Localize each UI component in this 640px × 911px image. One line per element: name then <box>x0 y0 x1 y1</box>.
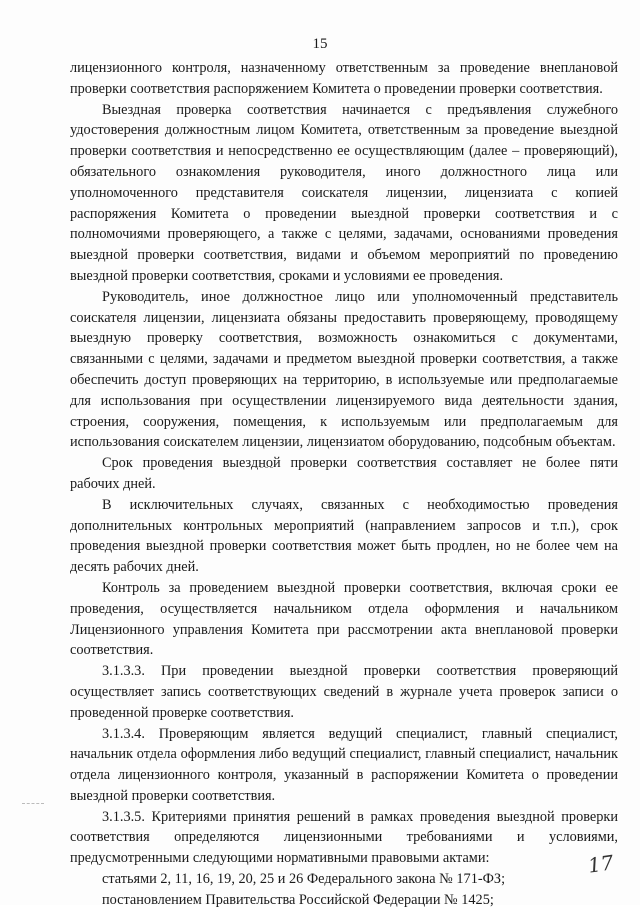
scan-artifact <box>255 467 273 469</box>
paragraph-extension: В исключительных случаях, связанных с необходимостью проведения дополнительных контрольных мероприятий (направлением запросов и т.п.), срок проведения выездной проверки соответствия может быть продлен, но не более чем на десять рабочих дней. <box>70 496 618 576</box>
scan-artifact <box>22 803 44 805</box>
handwritten-page-mark: 17 <box>586 850 615 878</box>
list-item-government-decree: постановлением Правительства Российской Федерации № 1425; <box>102 891 494 908</box>
paragraph-control: Контроль за проведением выездной проверки соответствия, включая сроки ее проведения, осуществляется начальником отдела оформления и начальником Лицензионного управления Комитета при рассмотрении акта внеплановой проверки соответствия. <box>70 579 618 659</box>
document-body <box>70 58 618 911</box>
paragraph-inspection-duration: Срок проведения выездной проверки соответствия составляет не более пяти рабочих дней. <box>70 455 618 492</box>
paragraph-access-obligation: Руководитель, иное должностное лицо или уполномоченный представитель соискателя лицензии, лицензиата обязаны предоставить проверяющему, проводящему выездную проверку соответствия, возможность ознакомиться с документами, связанными с целями, задачами и предметом выездной проверки соответствия, а также обеспечить доступ проверяющих на территорию, в используемые или предполагаемые для использования при осуществлении лицензируемого вида деятельности здания, строения, сооружения, помещения, к используемым или предполагаемым для использования соискателем лицензии, лицензиатом оборудованию, подсобным объектам. <box>70 288 618 451</box>
page-number: 15 <box>312 36 328 52</box>
paragraph-continuation: лицензионного контроля, назначенному ответственным за проведение внеплановой проверки соответствия распоряжением Комитета о проведении проверки соответствия. <box>70 60 618 97</box>
paragraph-3-1-3-3: 3.1.3.3. При проведении выездной проверки соответствия проверяющий осуществляет запись соответствующих сведений в журнале учета проверок записи о проведенной проверке соответствия. <box>70 663 618 721</box>
paragraph-3-1-3-4: 3.1.3.4. Проверяющим является ведущий специалист, главный специалист, начальник отдела оформления либо ведущий специалист, главный специалист, начальник отдела лицензионного контроля, указанный в распоряжении Комитета о проведении выездной проверки соответствия. <box>70 725 618 804</box>
paragraph-3-1-3-5: 3.1.3.5. Критериями принятия решений в рамках проведения выездной проверки соответствия определяются лицензионными требованиями и условиями, предусмотренными следующими нормативными правовыми актами: <box>70 808 618 867</box>
list-item-law-articles: статьями 2, 11, 16, 19, 20, 25 и 26 Федерального закона № 171-ФЗ; <box>102 871 506 888</box>
paragraph-onsite-inspection-start: Выездная проверка соответствия начинается с предъявления служебного удостоверения должностным лицом Комитета, ответственным за проведение выездной проверки соответствия и непосредственно ее осуществляющим (далее – проверяющий), обязательного ознакомления руководителя, иного должностного лица или уполномоченного представителя соискателя лицензии, лицензиата с копией распоряжения Комитета о проведении выездной проверки соответствия и с полномочиями проверяющего, а также с целями, задачами, основаниями проведения выездной проверки соответствия, видами и объемом мероприятий по проведению выездной проверки соответствия, сроками и условиями ее проведения. <box>70 101 618 284</box>
